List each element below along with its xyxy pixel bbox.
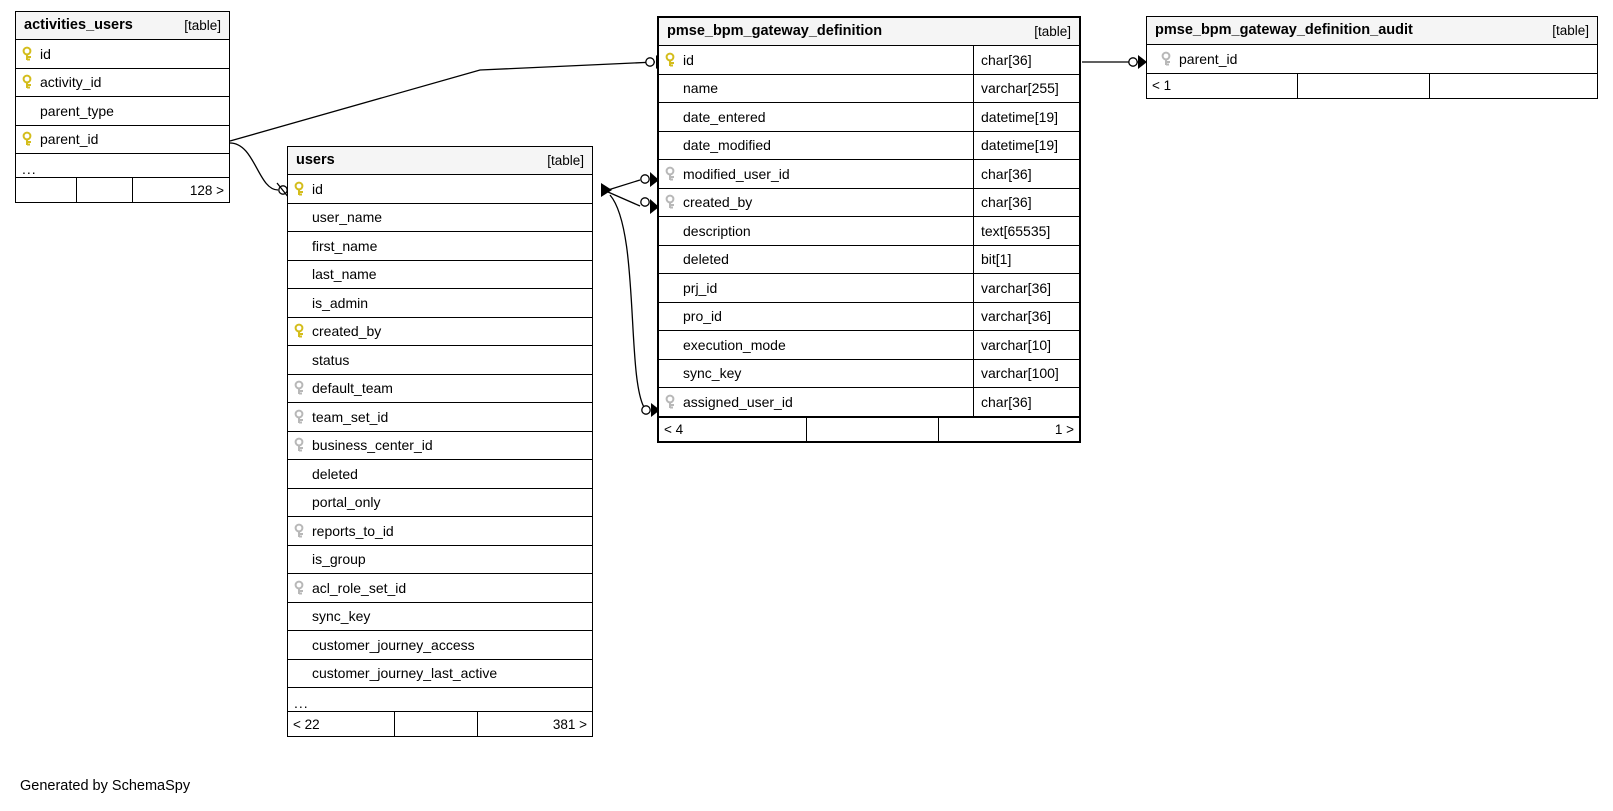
column-name: id (40, 45, 51, 62)
table-pmse_bpm_gateway_definition_audit[interactable] (1146, 16, 1598, 99)
column-name: sync_key (683, 365, 742, 382)
column-name: prj_id (683, 279, 718, 296)
table-tag: [table] (184, 17, 221, 33)
column-cell (16, 97, 229, 125)
table-footer (659, 417, 1079, 441)
column-cell (659, 246, 973, 274)
edge-activities-users-to-users (230, 143, 278, 190)
table-row[interactable] (659, 217, 1079, 246)
table-row[interactable] (659, 46, 1079, 75)
edge-users-to-assigned-user-id (610, 195, 645, 409)
column-cell (659, 132, 973, 160)
table-row[interactable] (659, 103, 1079, 132)
column-name: customer_journey_access (312, 636, 475, 653)
column-name: parent_type (40, 102, 114, 119)
column-name: first_name (312, 237, 378, 254)
column-cell (1147, 45, 1597, 73)
column-name: customer_journey_last_active (312, 665, 498, 682)
column-name: created_by (683, 194, 753, 211)
footer-right[interactable]: 381 > (477, 712, 592, 736)
column-cell (288, 517, 592, 545)
table-title: activities_users (24, 17, 133, 33)
table-row[interactable] (659, 132, 1079, 161)
column-name: is_admin (312, 294, 369, 311)
table-row[interactable] (288, 517, 592, 546)
table-footer (288, 712, 592, 736)
column-cell (659, 303, 973, 331)
column-cell (288, 232, 592, 260)
table-row[interactable] (288, 574, 592, 603)
table-footer (16, 178, 229, 202)
foreign-key-icon (294, 380, 308, 396)
column-type: text[65535] (973, 217, 1079, 245)
generated-by-label: Generated by SchemaSpy (20, 778, 191, 794)
column-cell (288, 574, 592, 602)
column-name: default_team (312, 380, 393, 397)
column-name: sync_key (312, 608, 371, 625)
foreign-key-icon (1161, 51, 1175, 67)
table-header (16, 12, 229, 40)
table-header (659, 18, 1079, 46)
column-name: user_name (312, 209, 383, 226)
column-type: varchar[255] (973, 75, 1079, 103)
table-row[interactable] (288, 346, 592, 375)
column-cell (659, 331, 973, 359)
column-name: is_group (312, 551, 366, 568)
table-row[interactable] (659, 189, 1079, 218)
column-cell (16, 40, 229, 68)
foreign-key-icon (665, 394, 679, 410)
column-cell (659, 274, 973, 302)
table-row[interactable] (16, 69, 229, 98)
table-footer (1147, 74, 1597, 98)
column-name: pro_id (683, 308, 722, 325)
table-row[interactable] (288, 489, 592, 518)
footer-right[interactable]: 1 > (938, 418, 1079, 441)
foreign-key-icon (294, 580, 308, 596)
column-name: description (683, 222, 751, 239)
column-type: varchar[100] (973, 360, 1079, 388)
column-cell (659, 103, 973, 131)
column-name: reports_to_id (312, 522, 394, 539)
footer-middle (1297, 74, 1429, 98)
table-row[interactable] (288, 403, 592, 432)
table-row[interactable] (16, 97, 229, 126)
table-pmse_bpm_gateway_definition[interactable] (657, 16, 1081, 443)
column-cell (288, 318, 592, 346)
foreign-key-icon (665, 166, 679, 182)
table-title: pmse_bpm_gateway_definition (667, 23, 883, 39)
table-title: users (296, 152, 335, 168)
table-title: pmse_bpm_gateway_definition_audit (1155, 22, 1413, 38)
table-row[interactable] (659, 246, 1079, 275)
more-columns-indicator: ... (288, 688, 592, 712)
table-row[interactable] (288, 289, 592, 318)
table-row[interactable] (288, 175, 592, 204)
column-cell (288, 346, 592, 374)
edge-users-to-modified-user-id (608, 180, 640, 190)
primary-key-icon (22, 46, 36, 62)
primary-key-icon (665, 52, 679, 68)
column-type: varchar[10] (973, 331, 1079, 359)
column-name: deleted (312, 465, 358, 482)
column-cell (16, 126, 229, 154)
column-name: created_by (312, 323, 382, 340)
column-cell (288, 489, 592, 517)
footer-left[interactable] (16, 178, 76, 202)
table-row[interactable] (16, 126, 229, 155)
primary-key-icon (294, 181, 308, 197)
column-name: activity_id (40, 74, 102, 91)
column-type: char[36] (973, 189, 1079, 217)
footer-right[interactable]: 128 > (132, 178, 229, 202)
footer-middle (394, 712, 477, 736)
foreign-key-icon (294, 523, 308, 539)
table-tag: [table] (1034, 23, 1071, 39)
foreign-key-icon (294, 409, 308, 425)
table-tag: [table] (547, 152, 584, 168)
table-row[interactable] (288, 631, 592, 660)
column-cell (659, 46, 973, 74)
column-cell (659, 388, 973, 416)
column-name: modified_user_id (683, 165, 790, 182)
column-type: bit[1] (973, 246, 1079, 274)
footer-middle (76, 178, 132, 202)
column-cell (288, 631, 592, 659)
column-cell (659, 360, 973, 388)
column-name: portal_only (312, 494, 381, 511)
column-name: business_center_id (312, 437, 433, 454)
column-name: parent_id (40, 131, 99, 148)
table-row[interactable] (16, 40, 229, 69)
primary-key-icon (22, 131, 36, 147)
column-name: deleted (683, 251, 729, 268)
table-users[interactable] (287, 146, 593, 737)
table-row[interactable] (1147, 45, 1597, 74)
foreign-key-icon (294, 437, 308, 453)
column-type: varchar[36] (973, 303, 1079, 331)
column-name: name (683, 80, 719, 97)
edge-users-to-created-by (608, 192, 640, 206)
footer-left[interactable]: < 1 (1152, 78, 1172, 93)
table-row[interactable] (659, 274, 1079, 303)
column-cell (288, 261, 592, 289)
table-row[interactable] (288, 232, 592, 261)
table-row[interactable] (288, 603, 592, 632)
column-cell (288, 546, 592, 574)
table-row[interactable] (659, 75, 1079, 104)
table-tag: [table] (1552, 22, 1589, 38)
more-columns-indicator: ... (16, 154, 229, 178)
column-type: datetime[19] (973, 132, 1079, 160)
column-cell (288, 289, 592, 317)
column-cell (16, 69, 229, 97)
column-cell (659, 217, 973, 245)
table-activities_users[interactable] (15, 11, 230, 203)
column-cell (288, 660, 592, 688)
column-cell (288, 175, 592, 203)
table-row[interactable] (288, 546, 592, 575)
edge-activities-users-to-gateway (230, 62, 655, 141)
table-row[interactable] (659, 331, 1079, 360)
table-row[interactable] (288, 204, 592, 233)
column-type: char[36] (973, 388, 1079, 416)
table-row[interactable] (659, 360, 1079, 389)
column-name: date_modified (683, 137, 771, 154)
footer-right[interactable] (1429, 74, 1597, 98)
column-name: acl_role_set_id (312, 579, 407, 596)
foreign-key-icon (665, 194, 679, 210)
column-name: last_name (312, 266, 377, 283)
table-row[interactable] (288, 375, 592, 404)
column-type: varchar[36] (973, 274, 1079, 302)
column-name: execution_mode (683, 336, 786, 353)
primary-key-icon (294, 323, 308, 339)
column-type: char[36] (973, 160, 1079, 188)
column-cell (659, 75, 973, 103)
column-name: id (683, 51, 694, 68)
column-name: assigned_user_id (683, 393, 793, 410)
table-header (288, 147, 592, 175)
primary-key-icon (22, 74, 36, 90)
table-header (1147, 17, 1597, 45)
column-name: id (312, 180, 323, 197)
table-row[interactable] (288, 318, 592, 347)
table-row[interactable] (288, 432, 592, 461)
table-row[interactable] (288, 460, 592, 489)
column-cell (659, 189, 973, 217)
column-cell (288, 460, 592, 488)
column-cell (288, 432, 592, 460)
footer-left[interactable]: < 4 (664, 421, 684, 437)
table-row[interactable] (659, 388, 1079, 417)
footer-middle (806, 418, 938, 441)
column-name: date_entered (683, 108, 766, 125)
column-cell (288, 603, 592, 631)
column-name: team_set_id (312, 408, 389, 425)
table-row[interactable] (659, 160, 1079, 189)
column-type: char[36] (973, 46, 1079, 74)
column-cell (288, 204, 592, 232)
table-row[interactable] (659, 303, 1079, 332)
table-row[interactable] (288, 660, 592, 689)
column-name: parent_id (1179, 50, 1238, 67)
column-cell (288, 403, 592, 431)
column-cell (659, 160, 973, 188)
column-type: datetime[19] (973, 103, 1079, 131)
column-name: status (312, 351, 350, 368)
footer-left[interactable]: < 22 (293, 716, 320, 732)
column-cell (288, 375, 592, 403)
table-row[interactable] (288, 261, 592, 290)
